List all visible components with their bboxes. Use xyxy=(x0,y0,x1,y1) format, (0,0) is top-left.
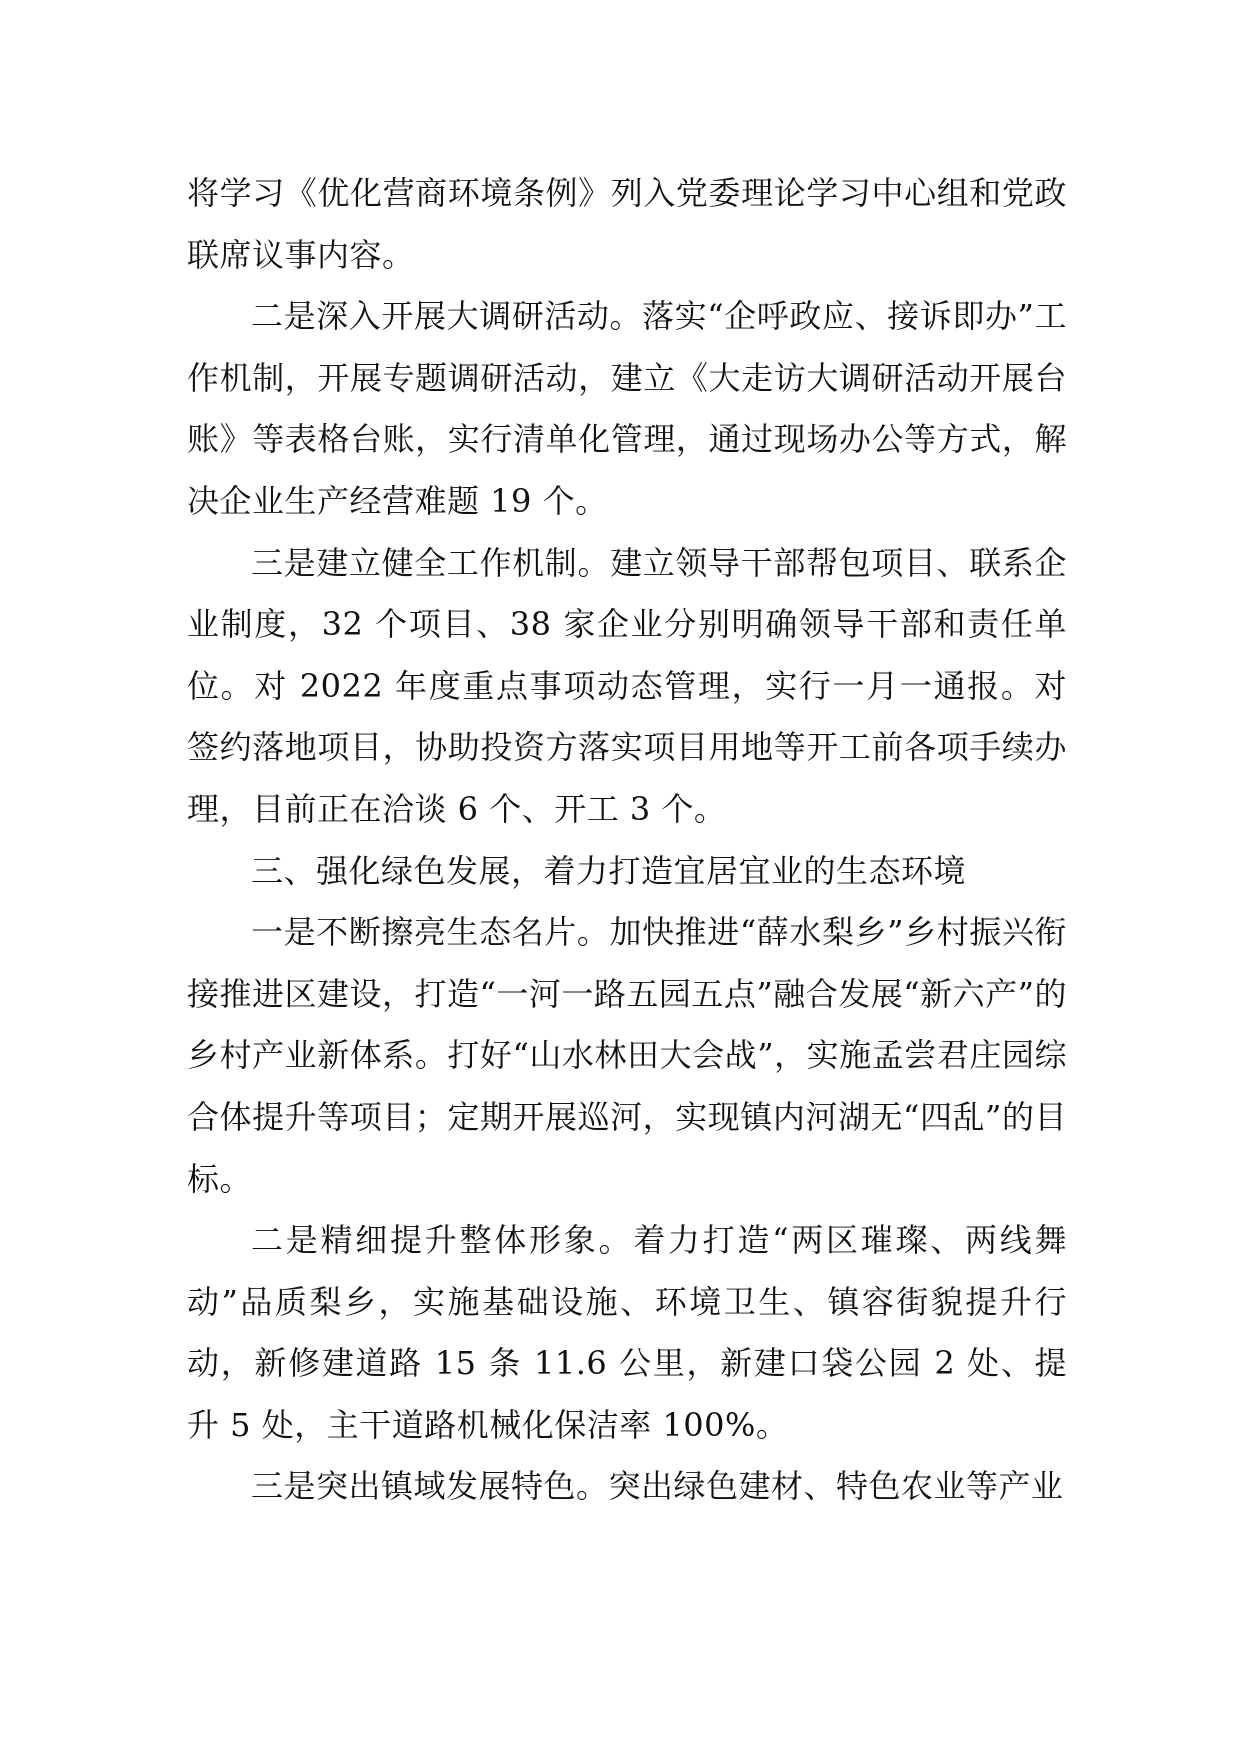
paragraph: 一是不断擦亮生态名片。加快推进“薛水梨乡”乡村振兴衔接推进区建设，打造“一河一路五园五点”融合发展“新六产”的乡村产业新体系。打好“山水林田大会战”，实施孟尝君庄园综合体提升等项目；定期开展巡河，实现镇内河湖无“四乱”的目标。 xyxy=(187,913,1067,1198)
paragraph: 二是深入开展大调研活动。落实“企呼政应、接诉即办”工作机制，开展专题调研活动，建立《大走访大调研活动开展台账》等表格台账，实行清单化管理，通过现场办公等方式，解决企业生产经营难题 19 个。 xyxy=(187,297,1067,520)
paragraph: 将学习《优化营商环境条例》列入党委理论学习中心组和党政联席议事内容。 xyxy=(187,174,1067,274)
paragraph: 二是精细提升整体形象。着力打造“两区璀璨、两线舞动”品质梨乡，实施基础设施、环境卫生、镇容街貌提升行动，新修建道路 15 条 11.6 公里，新建口袋公园 2 处、提升 5 处，主干道路机械化保洁率 100%。 xyxy=(187,1221,1067,1444)
paragraph: 三是突出镇域发展特色。突出绿色建材、特色农业等产业 xyxy=(251,1467,1064,1506)
section-heading: 三、强化绿色发展，着力打造宜居宜业的生态环境 xyxy=(251,851,967,890)
paragraph: 三是建立健全工作机制。建立领导干部帮包项目、联系企业制度，32 个项目、38 家企业分别明确领导干部和责任单位。对 2022 年度重点事项动态管理，实行一月一通报。对签约落地项目，协助投资方落实项目用地等开工前各项手续办理，目前正在洽谈 6 个、开工 3 个。 xyxy=(187,543,1067,828)
document-body xyxy=(187,163,1067,1518)
